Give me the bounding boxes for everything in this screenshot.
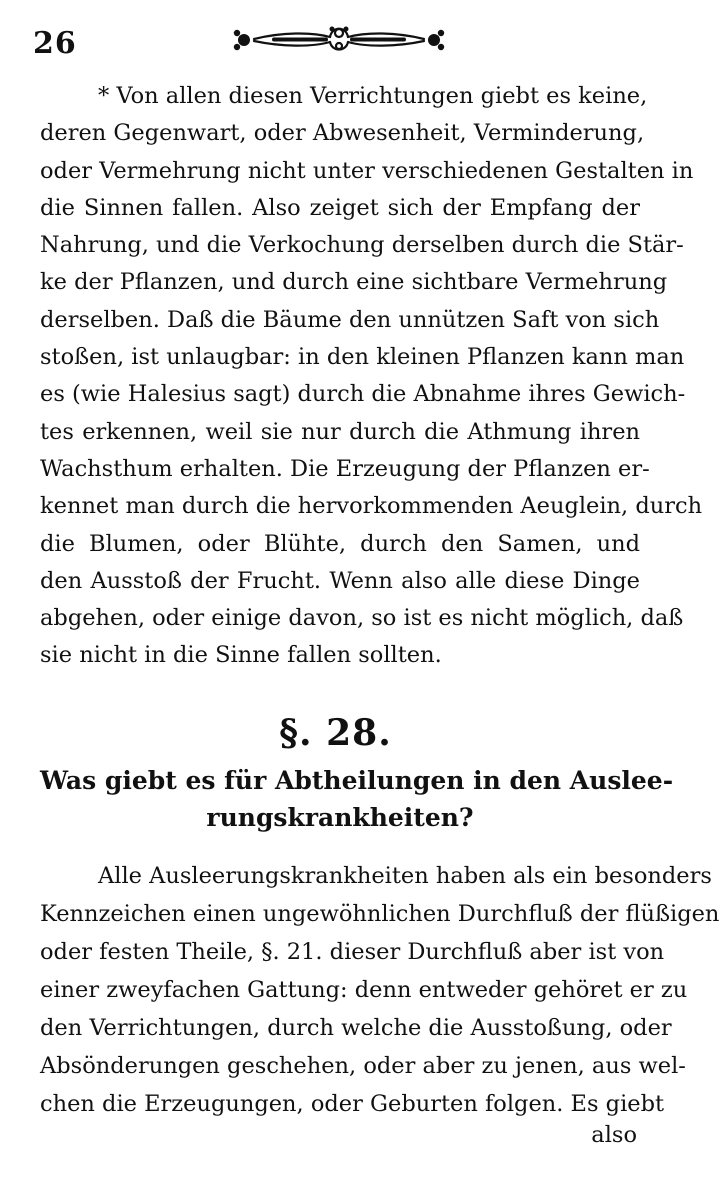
text-line: * Von allen diesen Verrichtungen giebt es keine, — [98, 83, 648, 109]
catchword: also — [591, 1122, 637, 1148]
text-line: Kennzeichen einen ungewöhnlichen Durchfluß der flüßigen — [40, 901, 719, 927]
text-line: stoßen, ist unlaugbar: in den kleinen Pflanzen kann man — [40, 344, 685, 371]
text-line: die Blumen, oder Blühte, durch den Samen, und — [40, 530, 640, 557]
page-number: 26 — [33, 26, 77, 61]
paragraph-main — [40, 78, 703, 675]
text-line: Nahrung, und die Verkochung derselben durch die Stär- — [40, 232, 684, 259]
text-line: Absönderungen geschehen, oder aber zu jenen, aus wel- — [40, 1053, 686, 1079]
text-line: tes erkennen, weil sie nur durch die Athmung ihren — [40, 418, 640, 445]
text-line: chen die Erzeugungen, oder Geburten folgen. Es giebt — [40, 1091, 665, 1117]
text-line: oder festen Theile, §. 21. dieser Durchfluß aber ist von — [40, 939, 665, 965]
text-line: den Ausstoß der Frucht. Wenn also alle diese Dinge — [40, 567, 640, 594]
text-line: Wachsthum erhalten. Die Erzeugung der Pflanzen er- — [40, 455, 650, 482]
text-line: einer zweyfachen Gattung: denn entweder gehöret er zu — [40, 977, 688, 1003]
text-line: Alle Ausleerungskrankheiten haben als ein besonders — [98, 863, 712, 889]
text-line: kennet man durch die hervorkommenden Aeuglein, durch — [40, 493, 703, 520]
text-line: derselben. Daß die Bäume den unnützen Saft von sich — [40, 306, 660, 333]
text-line: die Sinnen fallen. Also zeiget sich der Empfang der — [40, 194, 640, 221]
paragraph-second — [40, 857, 719, 1123]
text-line: abgehen, oder einige davon, so ist es nicht möglich, daß — [40, 605, 684, 632]
heading-line: rungskrankheiten? — [206, 803, 474, 832]
text-line: sie nicht in die Sinne fallen sollten. — [40, 642, 442, 669]
ornament-icon — [232, 20, 446, 58]
text-line: deren Gegenwart, oder Abwesenheit, Verminderung, — [40, 120, 645, 147]
heading-line: Was giebt es für Abtheilungen in den Auslee- — [40, 766, 674, 795]
text-line: ke der Pflanzen, und durch eine sichtbare Vermehrung — [40, 269, 668, 296]
text-line: den Verrichtungen, durch welche die Ausstoßung, oder — [40, 1015, 672, 1041]
section-heading — [40, 762, 674, 836]
section-number: §. 28. — [279, 712, 392, 754]
text-line: oder Vermehrung nicht unter verschiedenen Gestalten in — [40, 157, 694, 184]
text-line: es (wie Halesius sagt) durch die Abnahme ihres Gewich- — [40, 381, 686, 408]
